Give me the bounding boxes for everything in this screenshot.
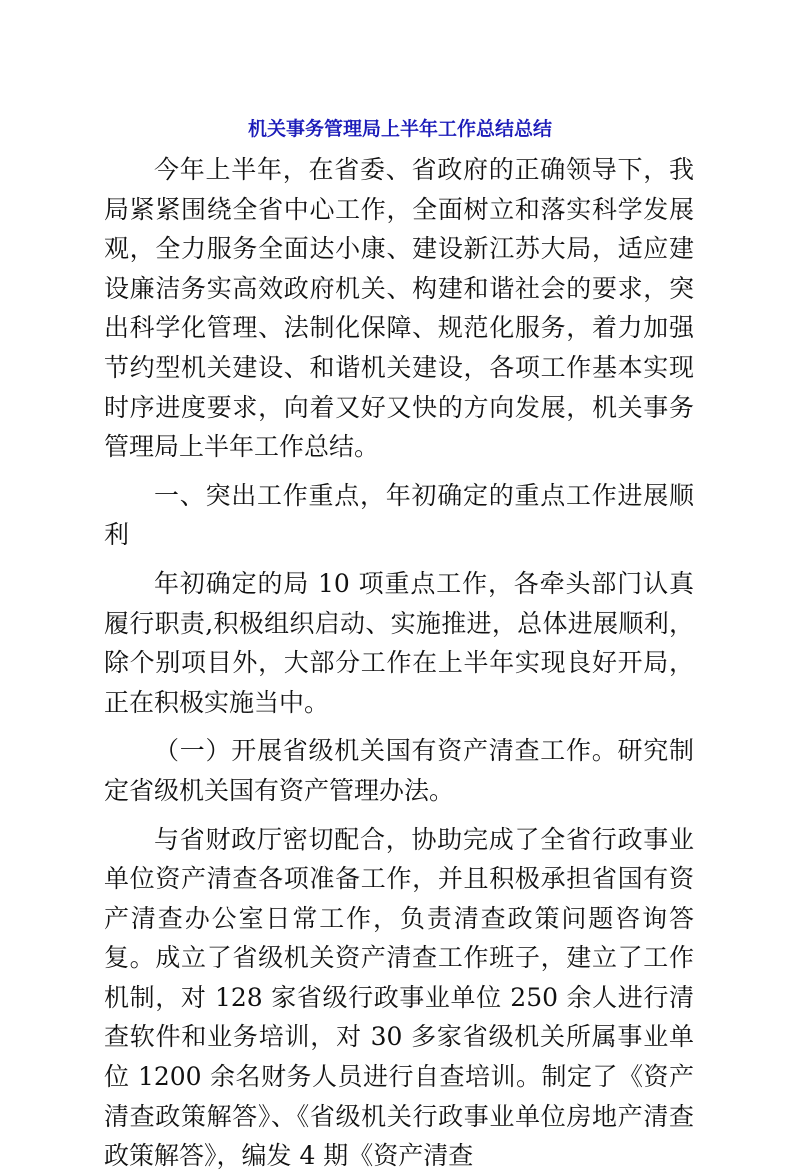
paragraph-asset-audit: 与省财政厅密切配合，协助完成了全省行政事业单位资产清查各项准备工作，并且积极承担省国有资产清查办公室日常工作，负责清查政策问题咨询答复。成立了省级机关资产清查工作班子，建立了工作机制，对 128 家省级行政事业单位 250 余人进行清查软件和业务培训，对 30 多家省级机关所属事业单位 1200 余名财务人员进行自查培训。制定了《资产清查政策解答》、《省级机关行政事业单位房地产清查政策解答》，编发 4 期《资产清查 xyxy=(104,824,694,1171)
paragraph-key-work: 年初确定的局 10 项重点工作，各牵头部门认真履行职责,积极组织启动、实施推进，总体进展顺利，除个别项目外，大部分工作在上半年实现良好开局，正在积极实施当中。 xyxy=(104,568,694,717)
paragraph-intro: 今年上半年，在省委、省政府的正确领导下，我局紧紧围绕全省中心工作，全面树立和落实科学发展观，全力服务全面达小康、建设新江苏大局，适应建设廉洁务实高效政府机关、构建和谐社会的要求，突出科学化管理、法制化保障、规范化服务，着力加强节约型机关建设、和谐机关建设，各项工作基本实现时序进度要求，向着又好又快的方向发展，机关事务管理局上半年工作总结。 xyxy=(104,155,694,462)
document-title: 机关事务管理局上半年工作总结总结 xyxy=(247,118,552,140)
subsection-heading-1: （一）开展省级机关国有资产清查工作。研究制定省级机关国有资产管理办法。 xyxy=(104,736,694,805)
section-heading-1: 一、突出工作重点，年初确定的重点工作进展顺利 xyxy=(104,480,694,550)
document-body xyxy=(104,150,694,1176)
